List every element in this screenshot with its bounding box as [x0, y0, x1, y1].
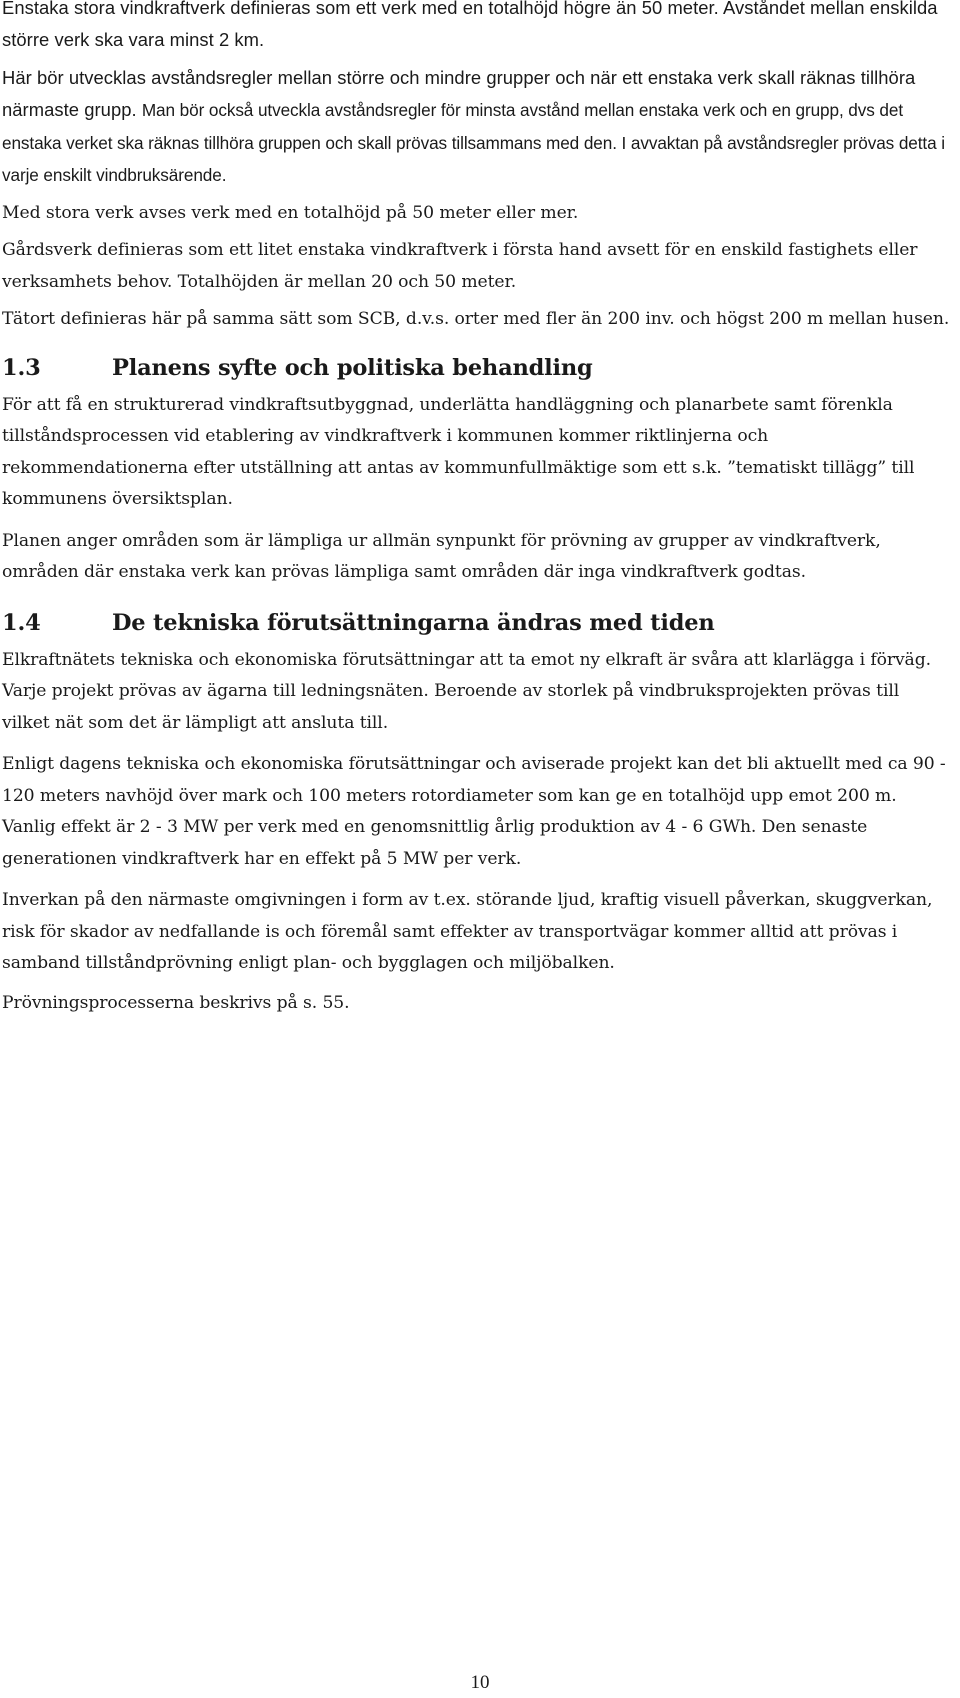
paragraph-processes-reference: Prövningsprocesserna beskrivs på s. 55. — [2, 992, 350, 1013]
paragraph-distance-rules-lead: Här bör utvecklas avståndsregler mellan större och mindre grupper och när ett enstaka verk skall räknas tillhöra närmaste grupp. — [2, 67, 916, 120]
section-title: Planens syfte och politiska behandling — [112, 354, 593, 381]
page-content — [2, 0, 952, 1019]
paragraph-environment-impact: Inverkan på den närmaste omgivningen i form av t.ex. störande ljud, kraftig visuell påverkan, skuggverkan, risk för skador av nedfallande is och föremål samt effekter av transportvägar kommer alltid att prövas i samband tillståndprövning enligt plan- och bygglagen och miljöbalken. — [2, 890, 933, 973]
paragraph-large-turbines: Enstaka stora vindkraftverk definieras som ett verk med en totalhöjd högre än 50 meter. Avståndet mellan enskilda större verk ska vara minst 2 km. — [2, 0, 938, 50]
section-heading-1-3 — [2, 348, 952, 388]
paragraph-grid-conditions: Elkraftnätets tekniska och ekonomiska förutsättningar att ta emot ny elkraft är svåra att klarlägga i förväg. Varje projekt prövas av ägarna till ledningsnäten. Beroende av storlek på vindbruksprojekten prövas till vilket nät som det är lämpligt att ansluta till. — [2, 649, 931, 733]
paragraph-plan-areas: Planen anger områden som är lämpliga ur allmän synpunkt för prövning av grupper av vindkraftverk, områden där enstaka verk kan prövas lämpliga samt områden där inga vindkraftverk godtas. — [2, 530, 881, 582]
paragraph-farm-turbines: Gårdsverk definieras som ett litet enstaka vindkraftverk i första hand avsett för en enskild fastighets eller verksamhets behov. Totalhöjden är mellan 20 och 50 meter. — [2, 240, 918, 292]
paragraph-urban-area: Tätort definieras här på samma sätt som SCB, d.v.s. orter med fler än 200 inv. och högst 200 m mellan husen. — [2, 309, 950, 329]
section-number: 1.3 — [2, 354, 41, 381]
paragraph-plan-purpose: För att få en strukturerad vindkraftsutbyggnad, underlätta handläggning och planarbete samt förenkla tillståndsprocessen vid etablering av vindkraftverk i kommunen kommer riktlinjerna och rekommendationerna efter utställning att antas av kommunfullmäktige som ett s.k. ”tematiskt tillägg” till kommunens översiktsplan. — [2, 394, 915, 509]
section-heading-1-4 — [2, 603, 952, 643]
page-number: 10 — [470, 1672, 490, 1693]
paragraph-big-turbines: Med stora verk avses verk med en totalhöjd på 50 meter eller mer. — [2, 202, 579, 223]
paragraph-distance-rules — [2, 62, 952, 192]
paragraph-distance-rules-tail: Man bör också utveckla avståndsregler för minsta avstånd mellan enstaka verk och en grupp, dvs det enstaka verket ska räknas tillhöra gruppen och skall prövas tillsammans med den. I avvaktan på avståndsregler prövas detta i varje enskilt vindbruksärende. — [2, 100, 945, 185]
section-title: De tekniska förutsättningarna ändras med tiden — [112, 609, 715, 636]
section-number: 1.4 — [2, 609, 41, 636]
paragraph-technical-specs: Enligt dagens tekniska och ekonomiska förutsättningar och aviserade projekt kan det bli aktuellt med ca 90 - 120 meters navhöjd över mark och 100 meters rotordiameter som kan ge en totalhöjd upp emot 200 m. Vanlig effekt är 2 - 3 MW per verk med en genomsnittlig årlig produktion av 4 - 6 GWh. Den senaste generationen vindkraftverk har en effekt på 5 MW per verk. — [2, 754, 946, 869]
